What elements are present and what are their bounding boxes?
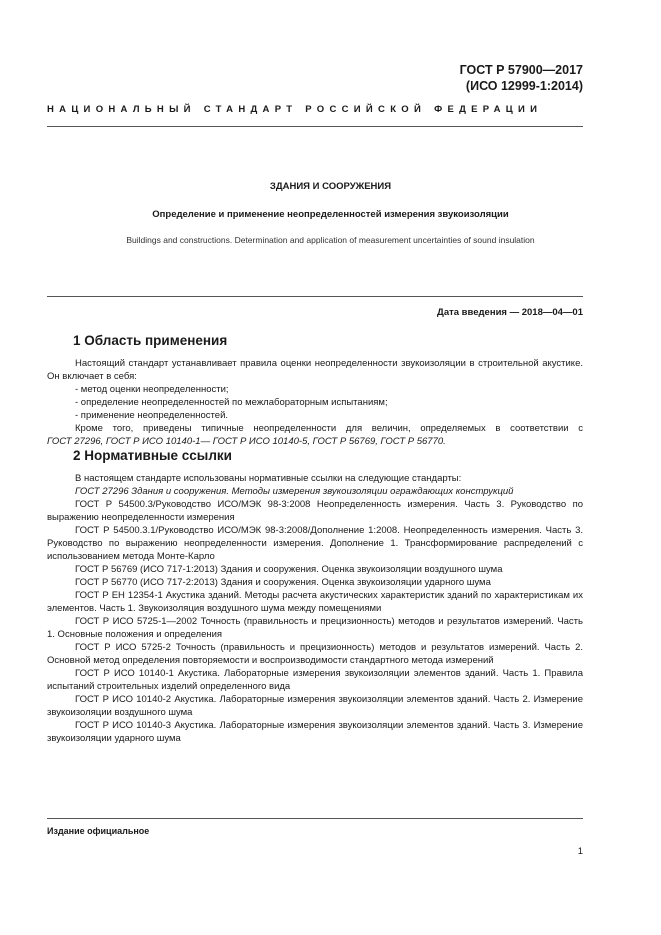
reference-item: ГОСТ Р ИСО 10140-2 Акустика. Лабораторные измерения звукоизоляции элементов зданий. Часть 2. Измерение звукоизоляции воздушного шума — [47, 694, 583, 718]
reference-item: ГОСТ Р ИСО 5725-1—2002 Точность (правильность и прецизионность) методов и результатов измерений. Часть 1. Основные положения и определения — [47, 616, 583, 640]
national-standard-banner: НАЦИОНАЛЬНЫЙ СТАНДАРТ РОССИЙСКОЙ ФЕДЕРАЦИИ — [47, 104, 543, 115]
reference-item: ГОСТ Р 54500.3.1/Руководство ИСО/МЭК 98-3:2008/Дополнение 1:2008. Неопределенность измерения. Часть 3. Руководство по выражению неопределенности измерения. Дополнение 1. Трансформирование распределений с использованием метода Монте-Карло — [47, 525, 583, 562]
reference-item: ГОСТ Р ИСО 10140-3 Акустика. Лабораторные измерения звукоизоляции элементов зданий. Часть 3. Измерение звукоизоляции ударного шума — [47, 720, 583, 744]
reference-item: ГОСТ Р 54500.3/Руководство ИСО/МЭК 98-3:2008 Неопределенность измерения. Часть 3. Руководство по выражению неопределенности измерения — [47, 499, 583, 523]
header-divider — [47, 126, 583, 127]
reference-item: ГОСТ Р 56770 (ИСО 717-2:2013) Здания и сооружения. Оценка звукоизоляции ударного шума — [75, 577, 491, 588]
title-divider — [47, 296, 583, 297]
list-item: - метод оценки неопределенности; — [75, 384, 229, 395]
reference-list-italic: ГОСТ 27296, ГОСТ Р ИСО 10140-1— ГОСТ Р ИСО 10140-5, ГОСТ Р 56769, ГОСТ Р 56770. — [47, 436, 446, 447]
section-2-heading: 2 Нормативные ссылки — [73, 448, 232, 463]
page-number: 1 — [577, 846, 583, 857]
section-1-paragraph-2: Кроме того, приведены типичные неопределенности для величин, определяемых в соответствии с — [75, 423, 583, 434]
official-edition-label: Издание официальное — [47, 826, 150, 836]
document-body — [47, 333, 583, 745]
document-title: ЗДАНИЯ И СООРУЖЕНИЯ — [269, 181, 392, 192]
list-item: - применение неопределенностей. — [75, 410, 229, 421]
section-2-intro: В настоящем стандарте использованы нормативные ссылки на следующие стандарты: — [75, 473, 462, 484]
standard-code — [460, 62, 583, 94]
reference-text-italic: ГОСТ 27296 Здания и сооружения. Методы измерения звукоизоляции ограждающих конструкций — [75, 486, 514, 497]
section-1-heading: 1 Область применения — [73, 333, 228, 348]
reference-item: ГОСТ Р 56769 (ИСО 717-1:2013) Здания и сооружения. Оценка звукоизоляции воздушного шума — [75, 564, 503, 575]
section-1-paragraph: Настоящий стандарт устанавливает правила оценки неопределенности звукоизоляции в строительной акустике. Он включает в себя: — [47, 358, 583, 382]
standard-code-line: ГОСТ Р 57900—2017 — [459, 63, 583, 77]
reference-item: ГОСТ Р ЕН 12354-1 Акустика зданий. Методы расчета акустических характеристик зданий по характеристикам их элементов. Часть 1. Звукоизоляция воздушного шума между помещениями — [47, 590, 583, 614]
document-subtitle: Определение и применение неопределенностей измерения звукоизоляции — [152, 209, 509, 220]
reference-item: ГОСТ Р ИСО 5725-2 Точность (правильность и прецизионность) методов и результатов измерений. Часть 2. Основной метод определения повторяемости и воспроизводимости стандартного метода измерений — [47, 642, 583, 666]
reference-item — [47, 485, 583, 498]
reference-item: ГОСТ Р ИСО 10140-1 Акустика. Лабораторные измерения звукоизоляции элементов зданий. Часть 1. Правила испытаний строительных изделий определенного вида — [47, 668, 583, 692]
document-title-english: Buildings and constructions. Determination and application of measurement uncertainties of sound insulation — [126, 235, 535, 245]
section-1-references — [47, 435, 583, 448]
introduction-date: Дата введения — 2018—04—01 — [437, 307, 583, 318]
footer-divider — [47, 818, 583, 819]
iso-code-line: (ИСО 12999-1:2014) — [465, 79, 583, 93]
list-item: - определение неопределенностей по межлабораторным испытаниям; — [75, 397, 388, 408]
